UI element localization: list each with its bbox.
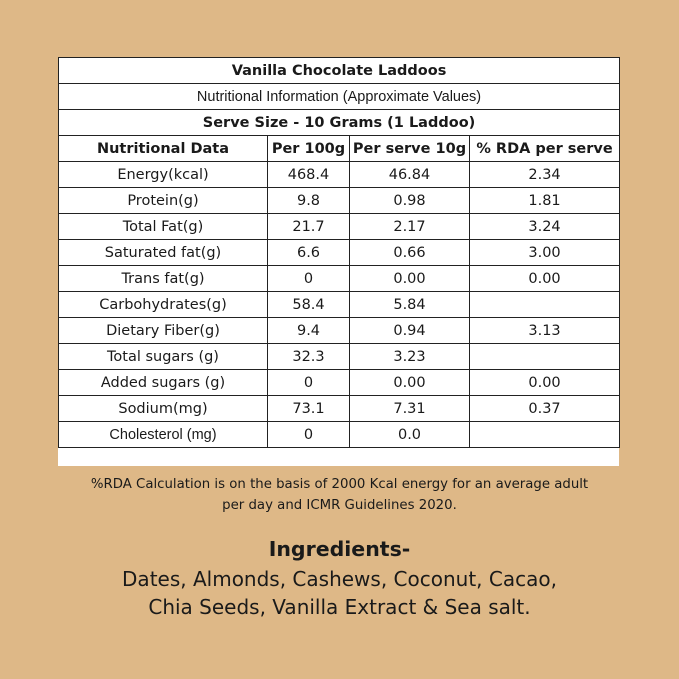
nutrient-label: Trans fat(g) (59, 266, 268, 292)
per-serve-value: 0.0 (350, 422, 470, 448)
per-serve-value: 0.98 (350, 188, 470, 214)
per-100g-value: 6.6 (268, 240, 350, 266)
serve-size: Serve Size - 10 Grams (1 Laddoo) (59, 110, 620, 136)
per-100g-value: 73.1 (268, 396, 350, 422)
nutrition-panel (58, 57, 619, 466)
column-header: Per 100g (268, 136, 350, 162)
rda-value: 0.00 (470, 266, 620, 292)
table-row (59, 292, 620, 318)
per-100g-value: 0 (268, 370, 350, 396)
nutrient-label: Total sugars (g) (59, 344, 268, 370)
rda-value: 0.37 (470, 396, 620, 422)
product-title: Vanilla Chocolate Laddoos (59, 58, 620, 84)
per-100g-value: 0 (268, 266, 350, 292)
per-serve-value: 0.94 (350, 318, 470, 344)
nutrient-label: Cholesterol (mg) (59, 422, 268, 448)
rda-value: 0.00 (470, 370, 620, 396)
rda-value: 3.00 (470, 240, 620, 266)
per-100g-value: 9.4 (268, 318, 350, 344)
nutrient-label: Sodium(mg) (59, 396, 268, 422)
nutrient-label: Added sugars (g) (59, 370, 268, 396)
rda-value: 3.24 (470, 214, 620, 240)
column-header: Nutritional Data (59, 136, 268, 162)
nutrient-label: Energy(kcal) (59, 162, 268, 188)
per-serve-value: 0.66 (350, 240, 470, 266)
per-serve-value: 7.31 (350, 396, 470, 422)
table-row (59, 240, 620, 266)
nutrition-table (58, 57, 620, 448)
table-title-row (59, 58, 620, 84)
per-serve-value: 5.84 (350, 292, 470, 318)
per-100g-value: 21.7 (268, 214, 350, 240)
table-row (59, 422, 620, 448)
per-100g-value: 468.4 (268, 162, 350, 188)
rda-footnote (0, 474, 679, 516)
per-serve-value: 0.00 (350, 266, 470, 292)
per-serve-value: 0.00 (350, 370, 470, 396)
ingredients-line: Chia Seeds, Vanilla Extract & Sea salt. (148, 595, 531, 619)
table-info-row (59, 84, 620, 110)
column-header: Per serve 10g (350, 136, 470, 162)
ingredients-line: Dates, Almonds, Cashews, Coconut, Cacao, (122, 567, 557, 591)
per-serve-value: 2.17 (350, 214, 470, 240)
nutrient-label: Protein(g) (59, 188, 268, 214)
rda-value (470, 422, 620, 448)
table-row (59, 344, 620, 370)
rda-value (470, 292, 620, 318)
rda-value (470, 344, 620, 370)
nutrient-label: Dietary Fiber(g) (59, 318, 268, 344)
footnote-line: %RDA Calculation is on the basis of 2000 Kcal energy for an average adult (90, 477, 589, 492)
nutrition-info-caption: Nutritional Information (Approximate Values) (59, 84, 620, 110)
table-row (59, 162, 620, 188)
per-serve-value: 46.84 (350, 162, 470, 188)
column-header: % RDA per serve (470, 136, 620, 162)
serve-size-row (59, 110, 620, 136)
per-serve-value: 3.23 (350, 344, 470, 370)
table-row (59, 396, 620, 422)
rda-value: 2.34 (470, 162, 620, 188)
per-100g-value: 58.4 (268, 292, 350, 318)
table-row (59, 266, 620, 292)
table-row (59, 214, 620, 240)
rda-value: 3.13 (470, 318, 620, 344)
nutrient-label: Saturated fat(g) (59, 240, 268, 266)
per-100g-value: 0 (268, 422, 350, 448)
nutrient-label: Total Fat(g) (59, 214, 268, 240)
rda-value: 1.81 (470, 188, 620, 214)
nutrient-label: Carbohydrates(g) (59, 292, 268, 318)
table-row (59, 370, 620, 396)
per-100g-value: 9.8 (268, 188, 350, 214)
table-row (59, 188, 620, 214)
ingredients-heading: Ingredients- (268, 537, 411, 561)
ingredients-list (0, 565, 679, 621)
per-100g-value: 32.3 (268, 344, 350, 370)
table-row (59, 318, 620, 344)
table-header-row (59, 136, 620, 162)
footnote-line: per day and ICMR Guidelines 2020. (222, 498, 457, 513)
